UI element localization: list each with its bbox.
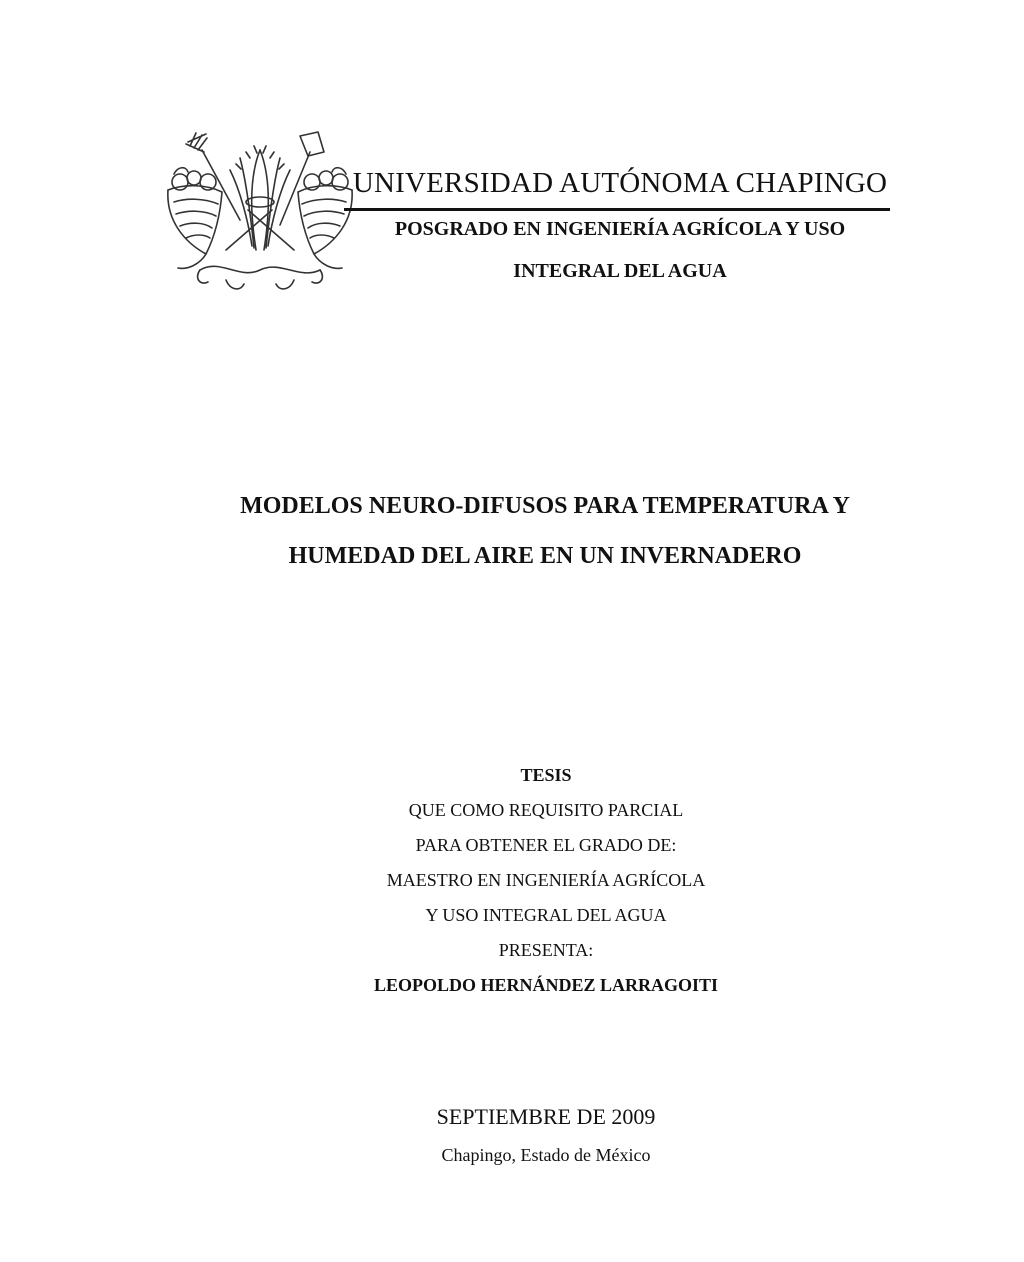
submission-place: Chapingo, Estado de México [441, 1145, 651, 1165]
thesis-line: PRESENTA: [498, 940, 594, 960]
university-name: UNIVERSIDAD AUTÓNOMA CHAPINGO [352, 167, 888, 199]
thesis-line: MAESTRO EN INGENIERÍA AGRÍCOLA [386, 870, 706, 890]
header-divider [344, 208, 890, 211]
author-name: LEOPOLDO HERNÁNDEZ LARRAGOITI [373, 975, 719, 995]
thesis-title-line-2: HUMEDAD DEL AIRE EN UN INVERNADERO [288, 543, 802, 569]
submission-date: SEPTIEMBRE DE 2009 [436, 1104, 656, 1129]
thesis-line: Y USO INTEGRAL DEL AGUA [425, 905, 667, 925]
thesis-line: PARA OBTENER EL GRADO DE: [415, 835, 677, 855]
thesis-line: QUE COMO REQUISITO PARCIAL [408, 800, 684, 820]
program-name-line-1: POSGRADO EN INGENIERÍA AGRÍCOLA Y USO [394, 218, 846, 240]
program-name-line-2: INTEGRAL DEL AGUA [513, 260, 727, 282]
chapingo-emblem-icon [160, 130, 360, 296]
thesis-title-line-1: MODELOS NEURO-DIFUSOS PARA TEMPERATURA Y [240, 493, 850, 519]
thesis-statement [250, 758, 842, 1003]
thesis-title [150, 481, 940, 581]
thesis-label: TESIS [520, 765, 572, 785]
